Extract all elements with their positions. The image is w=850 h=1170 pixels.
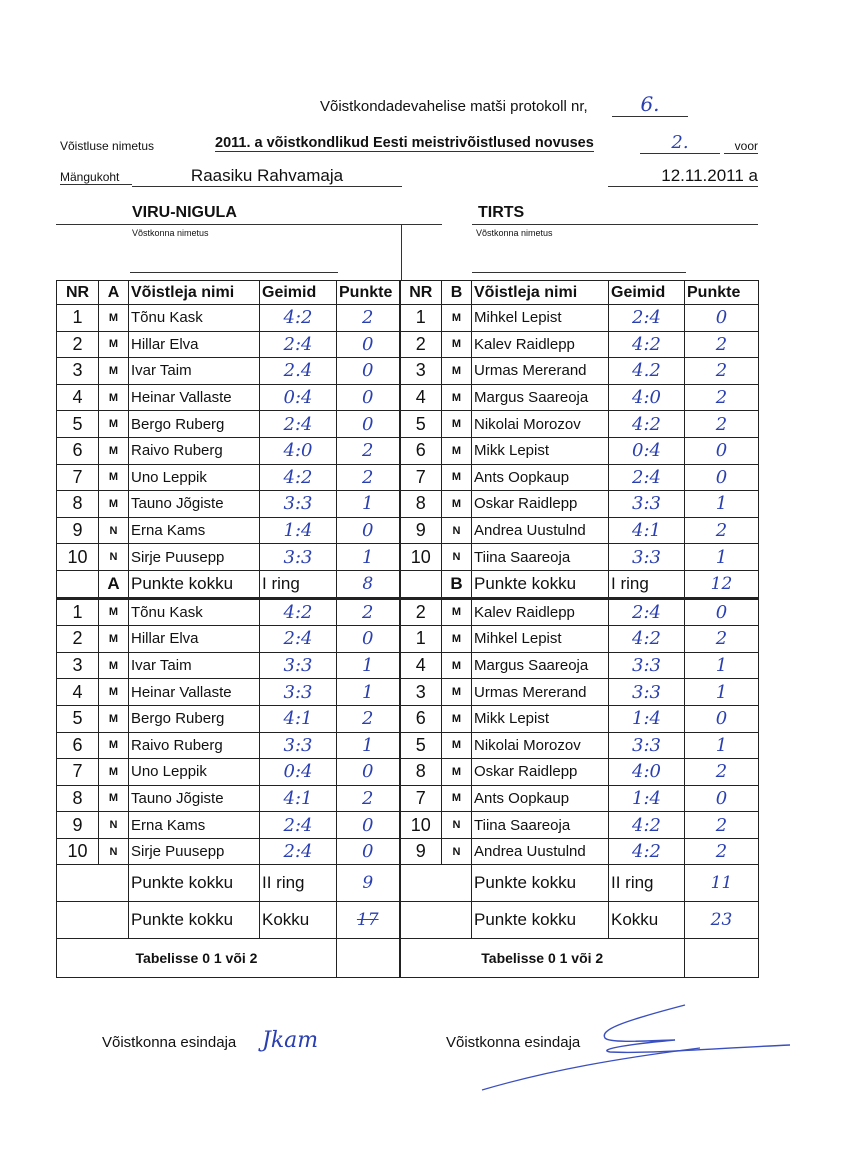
player-a-games: 0:4 [260, 759, 337, 786]
player-b-number: 4 [400, 652, 442, 679]
player-a-points: 0 [337, 759, 400, 786]
player-a-games: 4:2 [260, 464, 337, 491]
grand-total-a: 17 [337, 902, 400, 939]
player-b-points: 2 [685, 626, 759, 653]
player-a-number: 4 [57, 679, 99, 706]
player-b-points: 2 [685, 384, 759, 411]
match-date: 12.11.2011 a [608, 166, 758, 187]
player-a-points: 0 [337, 838, 400, 865]
player-a-games: 2:4 [260, 838, 337, 865]
round2-label-a: Punkte kokku [129, 865, 260, 902]
player-a-gender: M [99, 598, 129, 626]
player-a-gender: M [99, 626, 129, 653]
team-a-name: VIRU-NIGULA [132, 204, 237, 221]
player-a-points: 0 [337, 358, 400, 385]
player-b-points: 2 [685, 358, 759, 385]
player-a-number: 10 [57, 838, 99, 865]
player-a-points: 1 [337, 679, 400, 706]
player-b-points: 0 [685, 598, 759, 626]
player-b-games: 3:3 [609, 679, 685, 706]
player-row [57, 491, 759, 518]
player-a-name: Bergo Ruberg [129, 705, 260, 732]
player-a-games: 2.4 [260, 358, 337, 385]
player-b-games: 4:2 [609, 411, 685, 438]
team-b-name: TIRTS [478, 204, 525, 221]
player-a-number: 9 [57, 812, 99, 839]
player-b-games: 2:4 [609, 305, 685, 332]
player-b-name: Mikk Lepist [472, 705, 609, 732]
player-a-games: 4:2 [260, 305, 337, 332]
player-b-games: 3:3 [609, 652, 685, 679]
player-a-games: 2:4 [260, 331, 337, 358]
player-b-gender: M [442, 598, 472, 626]
player-b-name: Oskar Raidlepp [472, 491, 609, 518]
player-a-number: 1 [57, 598, 99, 626]
player-b-number: 7 [400, 785, 442, 812]
player-b-name: Tiina Saareoja [472, 812, 609, 839]
player-a-points: 2 [337, 437, 400, 464]
player-b-gender: M [442, 384, 472, 411]
player-b-gender: N [442, 812, 472, 839]
col-points-a: Punkte [337, 281, 400, 305]
player-row [57, 626, 759, 653]
player-b-number: 6 [400, 437, 442, 464]
round2-blank-a [57, 865, 129, 902]
player-b-games: 1:4 [609, 785, 685, 812]
player-b-name: Nikolai Morozov [472, 732, 609, 759]
match-protocol-table [56, 280, 759, 978]
player-row [57, 411, 759, 438]
player-b-number: 3 [400, 679, 442, 706]
col-points-b: Punkte [685, 281, 759, 305]
round2-total-a: 9 [337, 865, 400, 902]
player-b-gender: M [442, 785, 472, 812]
round2-ring-a: II ring [260, 865, 337, 902]
player-b-games: 4:0 [609, 384, 685, 411]
player-b-gender: M [442, 491, 472, 518]
player-row [57, 732, 759, 759]
player-a-games: 3:3 [260, 732, 337, 759]
round2-total-row [57, 865, 759, 902]
player-b-games: 1:4 [609, 705, 685, 732]
player-b-name: Mikk Lepist [472, 437, 609, 464]
player-row [57, 464, 759, 491]
player-b-points: 2 [685, 812, 759, 839]
player-a-number: 2 [57, 626, 99, 653]
table-points-a [337, 939, 400, 978]
player-row [57, 358, 759, 385]
player-b-points: 0 [685, 464, 759, 491]
player-a-gender: M [99, 679, 129, 706]
player-b-gender: M [442, 331, 472, 358]
player-a-games: 2:4 [260, 626, 337, 653]
player-b-gender: M [442, 652, 472, 679]
player-row [57, 812, 759, 839]
grand-kokku-b: Kokku [609, 902, 685, 939]
player-b-gender: N [442, 517, 472, 544]
round1-blank-a [57, 570, 99, 598]
player-row [57, 517, 759, 544]
competition-name: 2011. a võistkondlikud Eesti meistrivõistlused novuses [215, 135, 594, 151]
player-b-name: Andrea Uustulnd [472, 517, 609, 544]
player-a-points: 2 [337, 305, 400, 332]
player-b-number: 5 [400, 732, 442, 759]
player-b-gender: M [442, 464, 472, 491]
venue-label: Mängukoht [60, 170, 132, 185]
team-b-caption: Võstkonna nimetus [476, 228, 553, 238]
player-row [57, 759, 759, 786]
round2-blank-b [400, 865, 472, 902]
player-row [57, 838, 759, 865]
player-b-number: 1 [400, 626, 442, 653]
player-a-points: 1 [337, 732, 400, 759]
round1-total-a: 8 [337, 570, 400, 598]
player-a-gender: M [99, 305, 129, 332]
player-b-gender: M [442, 411, 472, 438]
player-row [57, 384, 759, 411]
col-games-a: Geimid [260, 281, 337, 305]
round1-total-b: 12 [685, 570, 759, 598]
player-a-gender: M [99, 732, 129, 759]
player-a-number: 2 [57, 331, 99, 358]
team-b-extra-line [472, 256, 686, 273]
player-a-gender: N [99, 544, 129, 571]
player-b-name: Urmas Mererand [472, 679, 609, 706]
player-a-name: Sirje Puusepp [129, 838, 260, 865]
player-a-gender: M [99, 331, 129, 358]
grand-label-b: Punkte kokku [472, 902, 609, 939]
player-a-number: 8 [57, 491, 99, 518]
grand-kokku-a: Kokku [260, 902, 337, 939]
player-a-number: 3 [57, 652, 99, 679]
player-b-number: 9 [400, 838, 442, 865]
player-a-games: 4:2 [260, 598, 337, 626]
player-b-name: Kalev Raidlepp [472, 598, 609, 626]
col-player-a: Võistleja nimi [129, 281, 260, 305]
player-b-games: 3:3 [609, 544, 685, 571]
round1-ring-a: I ring [260, 570, 337, 598]
player-row [57, 652, 759, 679]
player-b-points: 1 [685, 544, 759, 571]
player-b-name: Margus Saareoja [472, 384, 609, 411]
player-b-number: 7 [400, 464, 442, 491]
grand-label-a: Punkte kokku [129, 902, 260, 939]
grand-total-b: 23 [685, 902, 759, 939]
player-a-points: 0 [337, 384, 400, 411]
round2-ring-b: II ring [609, 865, 685, 902]
player-a-name: Ivar Taim [129, 652, 260, 679]
player-b-gender: M [442, 732, 472, 759]
player-row [57, 544, 759, 571]
player-b-gender: M [442, 626, 472, 653]
player-row [57, 785, 759, 812]
player-a-number: 5 [57, 411, 99, 438]
player-a-games: 1:4 [260, 517, 337, 544]
player-b-points: 1 [685, 491, 759, 518]
col-b: B [442, 281, 472, 305]
player-b-gender: M [442, 305, 472, 332]
col-nr-a: NR [57, 281, 99, 305]
player-a-name: Raivo Ruberg [129, 732, 260, 759]
player-a-gender: M [99, 358, 129, 385]
grand-blank-a [57, 902, 129, 939]
player-a-games: 4:0 [260, 437, 337, 464]
player-b-name: Ants Oopkaup [472, 464, 609, 491]
player-b-points: 2 [685, 759, 759, 786]
player-a-gender: M [99, 705, 129, 732]
player-b-number: 1 [400, 305, 442, 332]
header-row [57, 281, 759, 305]
player-b-number: 6 [400, 705, 442, 732]
round-label: voor [724, 139, 758, 154]
player-b-points: 0 [685, 305, 759, 332]
player-a-name: Ivar Taim [129, 358, 260, 385]
player-a-name: Tauno Jõgiste [129, 785, 260, 812]
player-b-points: 2 [685, 517, 759, 544]
player-a-points: 1 [337, 652, 400, 679]
round1-letter-a: A [99, 570, 129, 598]
player-b-games: 2:4 [609, 598, 685, 626]
player-a-name: Erna Kams [129, 517, 260, 544]
player-a-gender: N [99, 517, 129, 544]
round2-total-b: 11 [685, 865, 759, 902]
player-a-points: 0 [337, 812, 400, 839]
player-b-points: 0 [685, 705, 759, 732]
player-b-points: 2 [685, 838, 759, 865]
player-b-number: 2 [400, 331, 442, 358]
player-b-name: Tiina Saareoja [472, 544, 609, 571]
player-b-number: 5 [400, 411, 442, 438]
player-a-name: Erna Kams [129, 812, 260, 839]
table-points-label-a: Tabelisse 0 1 või 2 [57, 939, 337, 978]
player-a-name: Bergo Ruberg [129, 411, 260, 438]
player-b-games: 4:0 [609, 759, 685, 786]
player-a-gender: M [99, 785, 129, 812]
player-a-number: 7 [57, 759, 99, 786]
player-a-games: 4:1 [260, 785, 337, 812]
player-a-games: 2:4 [260, 812, 337, 839]
col-nr-b: NR [400, 281, 442, 305]
grand-blank-b [400, 902, 472, 939]
player-b-gender: M [442, 358, 472, 385]
player-b-gender: N [442, 544, 472, 571]
player-a-number: 8 [57, 785, 99, 812]
player-b-number: 10 [400, 812, 442, 839]
player-a-gender: M [99, 491, 129, 518]
player-a-gender: M [99, 384, 129, 411]
player-a-points: 2 [337, 464, 400, 491]
player-a-number: 9 [57, 517, 99, 544]
player-b-points: 0 [685, 437, 759, 464]
team-a-caption: Võstkonna nimetus [132, 228, 209, 238]
player-b-name: Ants Oopkaup [472, 785, 609, 812]
player-a-number: 6 [57, 437, 99, 464]
protocol-number: 6. [612, 92, 688, 117]
player-b-gender: M [442, 705, 472, 732]
player-a-name: Uno Leppik [129, 759, 260, 786]
round1-total-row [57, 570, 759, 598]
player-b-gender: N [442, 838, 472, 865]
player-b-number: 2 [400, 598, 442, 626]
player-a-points: 0 [337, 517, 400, 544]
player-a-number: 5 [57, 705, 99, 732]
player-a-gender: M [99, 411, 129, 438]
player-b-points: 1 [685, 679, 759, 706]
player-a-points: 0 [337, 626, 400, 653]
player-a-name: Heinar Vallaste [129, 384, 260, 411]
player-b-name: Andrea Uustulnd [472, 838, 609, 865]
player-a-name: Tauno Jõgiste [129, 491, 260, 518]
table-points-row [57, 939, 759, 978]
player-b-points: 2 [685, 331, 759, 358]
player-a-gender: N [99, 838, 129, 865]
player-a-games: 4:1 [260, 705, 337, 732]
player-b-number: 8 [400, 759, 442, 786]
player-a-name: Heinar Vallaste [129, 679, 260, 706]
player-b-name: Margus Saareoja [472, 652, 609, 679]
round1-label-b: Punkte kokku [472, 570, 609, 598]
col-player-b: Võistleja nimi [472, 281, 609, 305]
competition-label: Võistluse nimetus [60, 139, 155, 153]
player-row [57, 331, 759, 358]
player-a-number: 6 [57, 732, 99, 759]
venue: Raasiku Rahvamaja [132, 166, 402, 187]
player-a-gender: M [99, 437, 129, 464]
player-a-name: Hillar Elva [129, 626, 260, 653]
player-a-games: 3:3 [260, 491, 337, 518]
team-divider [401, 224, 402, 280]
player-a-games: 3:3 [260, 544, 337, 571]
player-a-points: 2 [337, 598, 400, 626]
player-a-points: 1 [337, 491, 400, 518]
player-row [57, 679, 759, 706]
player-b-gender: M [442, 679, 472, 706]
player-b-name: Kalev Raidlepp [472, 331, 609, 358]
player-b-games: 4:2 [609, 838, 685, 865]
table-points-label-b: Tabelisse 0 1 või 2 [400, 939, 685, 978]
player-b-name: Mihkel Lepist [472, 305, 609, 332]
player-b-games: 4:2 [609, 626, 685, 653]
round1-blank-b [400, 570, 442, 598]
player-b-points: 1 [685, 652, 759, 679]
player-b-games: 0:4 [609, 437, 685, 464]
player-b-name: Oskar Raidlepp [472, 759, 609, 786]
round1-label-a: Punkte kokku [129, 570, 260, 598]
player-a-gender: M [99, 759, 129, 786]
round1-ring-b: I ring [609, 570, 685, 598]
player-b-gender: M [442, 437, 472, 464]
player-b-number: 8 [400, 491, 442, 518]
player-a-name: Tõnu Kask [129, 598, 260, 626]
team-b-signature [470, 1000, 800, 1095]
player-b-number: 3 [400, 358, 442, 385]
col-games-b: Geimid [609, 281, 685, 305]
player-b-games: 4:1 [609, 517, 685, 544]
player-a-gender: M [99, 464, 129, 491]
player-a-games: 0:4 [260, 384, 337, 411]
player-a-points: 2 [337, 705, 400, 732]
team-a-signature: Jkam [262, 1028, 319, 1053]
player-b-name: Mihkel Lepist [472, 626, 609, 653]
player-b-points: 1 [685, 732, 759, 759]
player-b-number: 10 [400, 544, 442, 571]
player-a-points: 1 [337, 544, 400, 571]
player-a-name: Sirje Puusepp [129, 544, 260, 571]
player-a-gender: M [99, 652, 129, 679]
player-a-number: 7 [57, 464, 99, 491]
table-body [57, 281, 759, 978]
player-a-number: 1 [57, 305, 99, 332]
player-row [57, 598, 759, 626]
player-b-number: 4 [400, 384, 442, 411]
player-row [57, 305, 759, 332]
player-a-points: 2 [337, 785, 400, 812]
round1-letter-b: B [442, 570, 472, 598]
player-b-number: 9 [400, 517, 442, 544]
player-a-name: Raivo Ruberg [129, 437, 260, 464]
round-number: 2. [640, 132, 720, 154]
team-a-extra-line [130, 256, 338, 273]
team-b-rep-label: Võistkonna esindaja [446, 1034, 581, 1051]
player-a-games: 3:3 [260, 679, 337, 706]
player-row [57, 437, 759, 464]
player-a-name: Uno Leppik [129, 464, 260, 491]
player-a-name: Tõnu Kask [129, 305, 260, 332]
team-a-rep-label: Võistkonna esindaja [102, 1034, 237, 1051]
player-a-points: 0 [337, 331, 400, 358]
player-b-points: 2 [685, 411, 759, 438]
player-b-gender: M [442, 759, 472, 786]
player-b-games: 2:4 [609, 464, 685, 491]
table-points-b [685, 939, 759, 978]
player-b-games: 3:3 [609, 491, 685, 518]
player-a-number: 3 [57, 358, 99, 385]
player-a-gender: N [99, 812, 129, 839]
player-a-games: 3:3 [260, 652, 337, 679]
player-a-games: 2:4 [260, 411, 337, 438]
grand-total-row [57, 902, 759, 939]
player-b-points: 0 [685, 785, 759, 812]
player-a-number: 4 [57, 384, 99, 411]
team-a-line [56, 204, 442, 225]
player-b-games: 4:2 [609, 331, 685, 358]
player-a-number: 10 [57, 544, 99, 571]
player-b-games: 3:3 [609, 732, 685, 759]
player-a-name: Hillar Elva [129, 331, 260, 358]
player-a-points: 0 [337, 411, 400, 438]
player-b-games: 4.2 [609, 358, 685, 385]
protocol-label: Võistkondadevahelise matši protokoll nr, [320, 98, 588, 115]
team-b-line [472, 204, 758, 225]
round2-label-b: Punkte kokku [472, 865, 609, 902]
player-b-games: 4:2 [609, 812, 685, 839]
player-row [57, 705, 759, 732]
player-b-name: Nikolai Morozov [472, 411, 609, 438]
col-a: A [99, 281, 129, 305]
player-b-name: Urmas Mererand [472, 358, 609, 385]
